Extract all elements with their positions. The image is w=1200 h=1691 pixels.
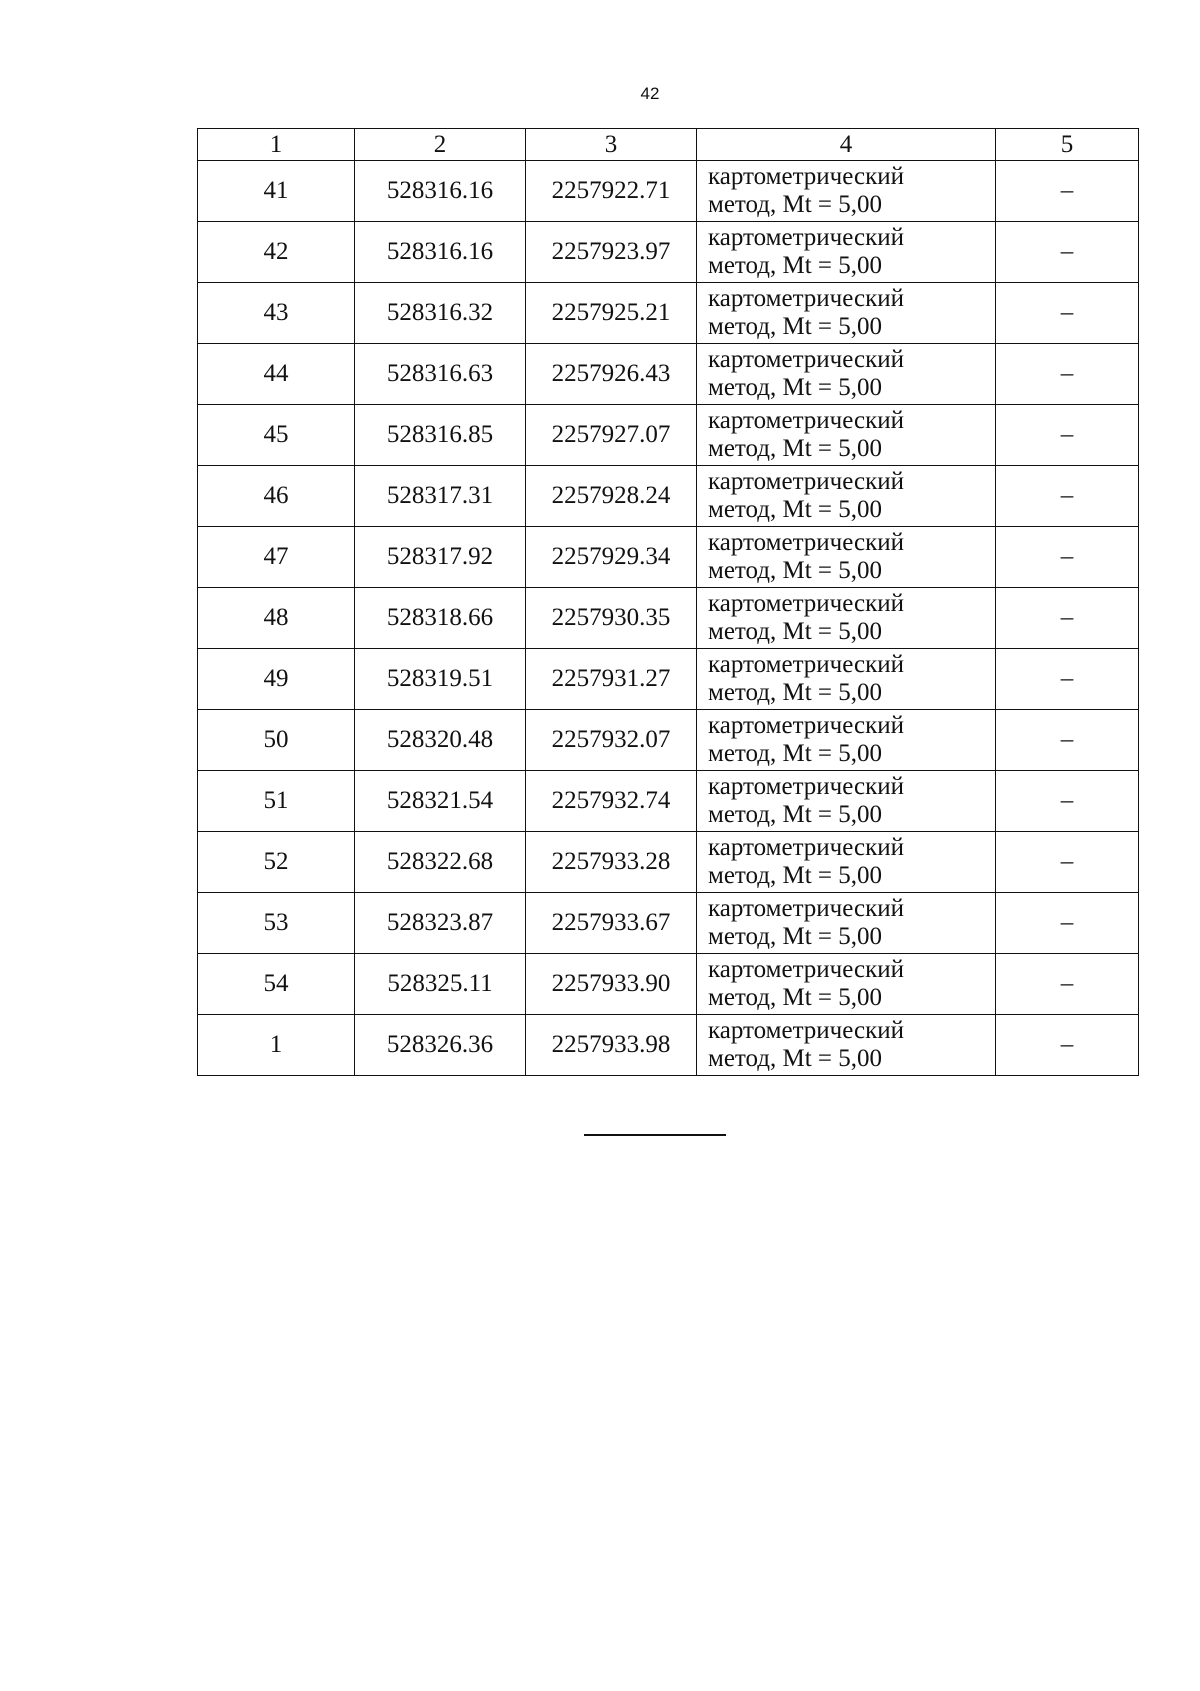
note-cell: – xyxy=(996,527,1139,588)
method-line-2: метод, Mt = 5,00 xyxy=(708,801,883,828)
x-coordinate-cell: 528316.63 xyxy=(355,344,526,405)
point-number-cell: 53 xyxy=(198,893,355,954)
table-row xyxy=(198,649,1139,710)
method-cell xyxy=(697,222,996,283)
point-number-cell: 50 xyxy=(198,710,355,771)
method-line-1: картометрический xyxy=(708,346,904,373)
table-row xyxy=(198,405,1139,466)
point-number-cell: 48 xyxy=(198,588,355,649)
x-coordinate-cell: 528317.31 xyxy=(355,466,526,527)
x-coordinate-cell: 528316.32 xyxy=(355,283,526,344)
y-coordinate-cell: 2257926.43 xyxy=(526,344,697,405)
point-number-cell: 43 xyxy=(198,283,355,344)
method-line-1: картометрический xyxy=(708,1017,904,1044)
point-number-cell: 54 xyxy=(198,954,355,1015)
method-cell xyxy=(697,832,996,893)
note-cell: – xyxy=(996,893,1139,954)
method-line-2: метод, Mt = 5,00 xyxy=(708,557,883,584)
y-coordinate-cell: 2257933.98 xyxy=(526,1015,697,1076)
table-row xyxy=(198,283,1139,344)
table-row xyxy=(198,466,1139,527)
method-line-2: метод, Mt = 5,00 xyxy=(708,313,883,340)
table-row xyxy=(198,344,1139,405)
x-coordinate-cell: 528325.11 xyxy=(355,954,526,1015)
table-row xyxy=(198,588,1139,649)
method-line-1: картометрический xyxy=(708,773,904,800)
table-row xyxy=(198,893,1139,954)
table-row xyxy=(198,222,1139,283)
column-header-3: 3 xyxy=(526,129,697,161)
method-line-2: метод, Mt = 5,00 xyxy=(708,740,883,767)
note-cell: – xyxy=(996,1015,1139,1076)
method-cell xyxy=(697,405,996,466)
y-coordinate-cell: 2257930.35 xyxy=(526,588,697,649)
note-cell: – xyxy=(996,283,1139,344)
table-row xyxy=(198,161,1139,222)
y-coordinate-cell: 2257933.67 xyxy=(526,893,697,954)
y-coordinate-cell: 2257929.34 xyxy=(526,527,697,588)
method-cell xyxy=(697,954,996,1015)
method-line-1: картометрический xyxy=(708,407,904,434)
y-coordinate-cell: 2257933.90 xyxy=(526,954,697,1015)
y-coordinate-cell: 2257925.21 xyxy=(526,283,697,344)
column-header-5: 5 xyxy=(996,129,1139,161)
x-coordinate-cell: 528318.66 xyxy=(355,588,526,649)
note-cell: – xyxy=(996,466,1139,527)
method-cell xyxy=(697,344,996,405)
method-cell xyxy=(697,771,996,832)
y-coordinate-cell: 2257923.97 xyxy=(526,222,697,283)
method-line-1: картометрический xyxy=(708,224,904,251)
y-coordinate-cell: 2257932.74 xyxy=(526,771,697,832)
x-coordinate-cell: 528316.16 xyxy=(355,222,526,283)
point-number-cell: 52 xyxy=(198,832,355,893)
method-line-2: метод, Mt = 5,00 xyxy=(708,496,883,523)
y-coordinate-cell: 2257928.24 xyxy=(526,466,697,527)
table-row xyxy=(198,527,1139,588)
x-coordinate-cell: 528321.54 xyxy=(355,771,526,832)
table-header-row xyxy=(198,129,1139,161)
method-line-2: метод, Mt = 5,00 xyxy=(708,618,883,645)
method-line-1: картометрический xyxy=(708,590,904,617)
point-number-cell: 49 xyxy=(198,649,355,710)
method-line-2: метод, Mt = 5,00 xyxy=(708,679,883,706)
table-row xyxy=(198,954,1139,1015)
note-cell: – xyxy=(996,771,1139,832)
method-line-1: картометрический xyxy=(708,895,904,922)
method-line-1: картометрический xyxy=(708,163,904,190)
x-coordinate-cell: 528326.36 xyxy=(355,1015,526,1076)
note-cell: – xyxy=(996,954,1139,1015)
method-cell xyxy=(697,466,996,527)
note-cell: – xyxy=(996,344,1139,405)
x-coordinate-cell: 528320.48 xyxy=(355,710,526,771)
x-coordinate-cell: 528319.51 xyxy=(355,649,526,710)
method-line-2: метод, Mt = 5,00 xyxy=(708,923,883,950)
method-line-1: картометрический xyxy=(708,834,904,861)
method-line-2: метод, Mt = 5,00 xyxy=(708,862,883,889)
note-cell: – xyxy=(996,222,1139,283)
method-line-1: картометрический xyxy=(708,956,904,983)
y-coordinate-cell: 2257927.07 xyxy=(526,405,697,466)
point-number-cell: 45 xyxy=(198,405,355,466)
method-line-1: картометрический xyxy=(708,468,904,495)
table-body xyxy=(198,161,1139,1076)
table-row xyxy=(198,832,1139,893)
point-number-cell: 41 xyxy=(198,161,355,222)
method-line-2: метод, Mt = 5,00 xyxy=(708,252,883,279)
note-cell: – xyxy=(996,649,1139,710)
method-line-2: метод, Mt = 5,00 xyxy=(708,374,883,401)
method-line-2: метод, Mt = 5,00 xyxy=(708,191,883,218)
method-line-1: картометрический xyxy=(708,712,904,739)
x-coordinate-cell: 528322.68 xyxy=(355,832,526,893)
note-cell: – xyxy=(996,832,1139,893)
column-header-4: 4 xyxy=(697,129,996,161)
method-line-1: картометрический xyxy=(708,529,904,556)
method-cell xyxy=(697,283,996,344)
method-line-2: метод, Mt = 5,00 xyxy=(708,1045,883,1072)
table-row xyxy=(198,1015,1139,1076)
y-coordinate-cell: 2257931.27 xyxy=(526,649,697,710)
point-number-cell: 51 xyxy=(198,771,355,832)
note-cell: – xyxy=(996,161,1139,222)
point-number-cell: 47 xyxy=(198,527,355,588)
x-coordinate-cell: 528317.92 xyxy=(355,527,526,588)
method-line-1: картометрический xyxy=(708,651,904,678)
y-coordinate-cell: 2257933.28 xyxy=(526,832,697,893)
y-coordinate-cell: 2257932.07 xyxy=(526,710,697,771)
method-line-2: метод, Mt = 5,00 xyxy=(708,435,883,462)
point-number-cell: 42 xyxy=(198,222,355,283)
method-cell xyxy=(697,649,996,710)
point-number-cell: 1 xyxy=(198,1015,355,1076)
y-coordinate-cell: 2257922.71 xyxy=(526,161,697,222)
method-cell xyxy=(697,527,996,588)
method-cell xyxy=(697,161,996,222)
table-row xyxy=(198,710,1139,771)
page-number: 42 xyxy=(640,84,660,103)
x-coordinate-cell: 528316.16 xyxy=(355,161,526,222)
end-of-table-rule xyxy=(584,1134,726,1136)
point-number-cell: 46 xyxy=(198,466,355,527)
method-cell xyxy=(697,588,996,649)
note-cell: – xyxy=(996,588,1139,649)
x-coordinate-cell: 528323.87 xyxy=(355,893,526,954)
point-number-cell: 44 xyxy=(198,344,355,405)
method-line-1: картометрический xyxy=(708,285,904,312)
method-cell xyxy=(697,710,996,771)
method-cell xyxy=(697,1015,996,1076)
method-line-2: метод, Mt = 5,00 xyxy=(708,984,883,1011)
table-row xyxy=(198,771,1139,832)
method-cell xyxy=(697,893,996,954)
note-cell: – xyxy=(996,405,1139,466)
x-coordinate-cell: 528316.85 xyxy=(355,405,526,466)
column-header-2: 2 xyxy=(355,129,526,161)
coordinates-table xyxy=(197,128,1139,1076)
page-number-container xyxy=(0,84,1200,104)
note-cell: – xyxy=(996,710,1139,771)
column-header-1: 1 xyxy=(198,129,355,161)
